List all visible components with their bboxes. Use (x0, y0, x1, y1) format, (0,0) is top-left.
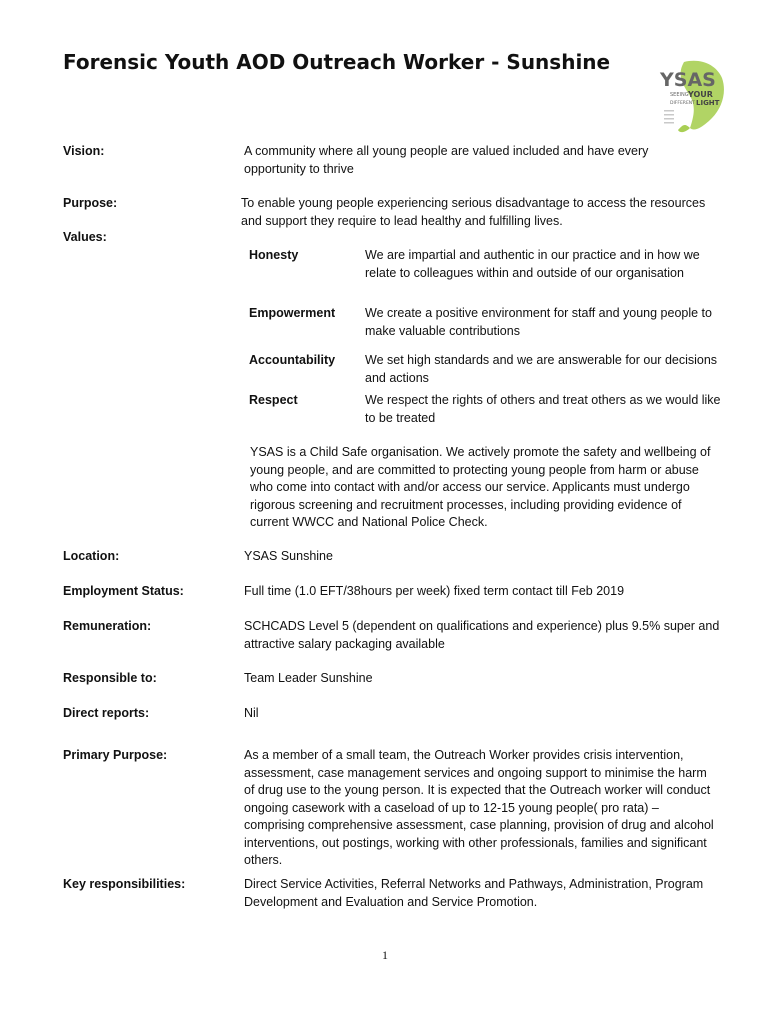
key-responsibilities-label: Key responsibilities: (63, 877, 186, 891)
value-name-empowerment: Empowerment (249, 306, 336, 320)
value-name-accountability: Accountability (249, 353, 336, 367)
logo-tag-light: LIGHT (696, 99, 720, 107)
value-name-honesty: Honesty (249, 248, 299, 262)
value-name-respect: Respect (249, 393, 298, 407)
page-title: Forensic Youth AOD Outreach Worker - Sunshine (63, 50, 611, 74)
direct-reports-label: Direct reports: (63, 706, 150, 720)
vision-text: A community where all young people are valued included and have every opportunity to thrive (244, 144, 649, 176)
employment-status-label: Employment Status: (63, 584, 184, 598)
purpose-label: Purpose: (63, 196, 118, 210)
vision-label: Vision: (63, 144, 105, 158)
employment-status-value: Full time (1.0 EFT/38hours per week) fixed term contact till Feb 2019 (244, 584, 625, 598)
logo-tag-your: YOUR (688, 90, 713, 99)
logo-tag-different: DIFFERENT (670, 101, 695, 106)
values-label: Values: (63, 230, 107, 244)
page-number: 1 (382, 948, 388, 962)
primary-purpose-value: As a member of a small team, the Outreach Worker provides crisis intervention, assessment, case management services and ongoing support to minimise the harm of drug use to the young person. It is expected that the Outreach worker will conduct ongoing casework with a caseload of up to 12-15 young people( pro rata) – comprising comprehensive assessment, case planning, provision of drug and alcohol interventions, out postings, working with other professionals, families and significant others. (244, 748, 714, 867)
logo-wordmark: YSAS (660, 69, 716, 91)
ysas-logo-graphic (650, 56, 728, 136)
remuneration-label: Remuneration: (63, 619, 152, 633)
child-safe-statement: YSAS is a Child Safe organisation. We actively promote the safety and wellbeing of young people, and are committed to protecting young people from harm or abuse who come into contact with and/or access our service. Applicants must undergo rigorous screening and recruitment processes, including providing evidence of current WWCC and National Police Check. (250, 445, 711, 529)
remuneration-value: SCHCADS Level 5 (dependent on qualifications and experience) plus 9.5% super and attractive salary packaging available (244, 619, 720, 651)
direct-reports-value: Nil (244, 706, 259, 720)
ysas-logo (650, 56, 728, 136)
value-text-respect: We respect the rights of others and treat others as we would like to be treated (365, 393, 721, 425)
location-label: Location: (63, 549, 120, 563)
value-text-empowerment: We create a positive environment for staff and young people to make valuable contributions (365, 306, 712, 338)
purpose-text: To enable young people experiencing serious disadvantage to access the resources and support they require to lead healthy and fulfilling lives. (241, 196, 706, 228)
location-value: YSAS Sunshine (244, 549, 333, 563)
logo-tag-seeing: SEEING (670, 92, 689, 98)
responsible-to-value: Team Leader Sunshine (244, 671, 373, 685)
responsible-to-label: Responsible to: (63, 671, 157, 685)
primary-purpose-label: Primary Purpose: (63, 748, 168, 762)
value-text-honesty: We are impartial and authentic in our practice and in how we relate to colleagues within and outside of our organisation (365, 248, 700, 280)
key-responsibilities-value: Direct Service Activities, Referral Networks and Pathways, Administration, Program Development and Evaluation and Service Promotion. (244, 877, 704, 909)
value-text-accountability: We set high standards and we are answerable for our decisions and actions (365, 353, 718, 385)
